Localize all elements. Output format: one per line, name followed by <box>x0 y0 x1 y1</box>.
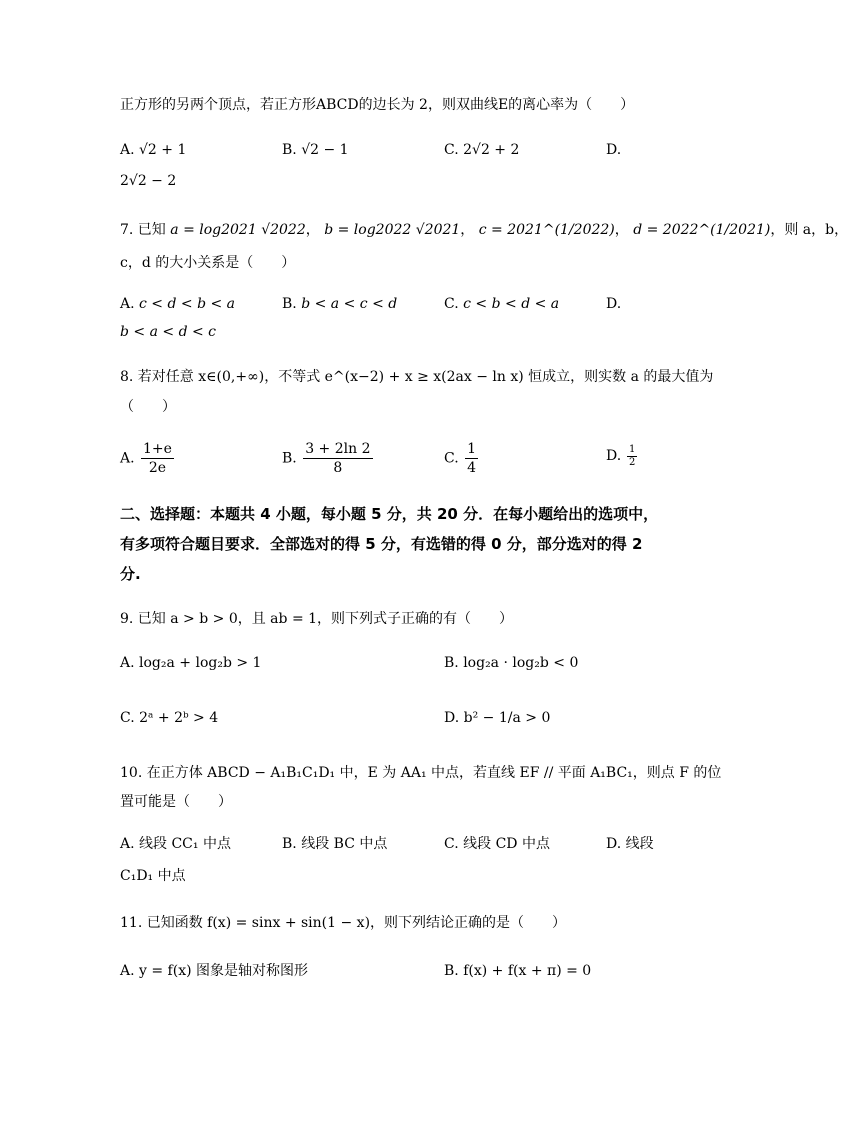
section2-header-line1: 二、选择题：本题共 4 小题，每小题 5 分，共 20 分．在每小题给出的选项中， <box>120 505 659 523</box>
q7-option-d-label: D. <box>606 296 622 312</box>
q11-stem: 11. 已知函数 f(x) = sinx + sin(1 − x)，则下列结论正确的是（ ） <box>120 915 567 931</box>
q6-option-b: B. √2 − 1 <box>282 142 349 158</box>
q10-stem-line2: 置可能是（ ） <box>120 794 232 810</box>
q8-option-c: C. $\frac{1}{4}$ <box>444 441 477 476</box>
q9-stem: 9. 已知 a > b > 0，且 ab = 1，则下列式子正确的有（ ） <box>120 611 514 627</box>
q6-stem-tail: 正方形的另两个顶点，若正方形ABCD的边长为 2，则双曲线E的离心率为（ ） <box>120 97 635 113</box>
q7-option-a: A. c < d < b < a <box>120 296 236 312</box>
q8-option-a: A. $\frac{1+e}{2e}$ <box>120 441 172 476</box>
q9-option-a: A. log₂a + log₂b > 1 <box>120 655 262 671</box>
q6-option-c: C. 2√2 + 2 <box>444 142 520 158</box>
q7-stem-line1: 7. 已知 a = log2021 √2022， b = log2022 √2021， c = 2021^(1/2022)， d = 2022^(1/2021)，则 a，b， <box>120 222 848 238</box>
q10-option-b: B. 线段 BC 中点 <box>282 836 388 852</box>
q10-option-d: D. 线段 <box>606 836 654 852</box>
q11-option-b: B. f(x) + f(x + π) = 0 <box>444 963 592 979</box>
q8-option-d: D. $\frac{1}{2}$ <box>606 444 636 468</box>
q7-option-c: C. c < b < d < a <box>444 296 560 312</box>
section2-header-line3: 分. <box>120 565 141 583</box>
section2-header-line2: 有多项符合题目要求．全部选对的得 5 分，有选错的得 0 分，部分选对的得 2 <box>120 535 643 553</box>
q6-option-d-expr: 2√2 − 2 <box>120 173 177 189</box>
q8-stem-line1: 8. 若对任意 x∈(0,+∞)，不等式 e^(x−2) + x ≥ x(2ax − ln x) 恒成立，则实数 a 的最大值为 <box>120 369 714 385</box>
q10-stem-line1: 10. 在正方体 ABCD − A₁B₁C₁D₁ 中，E 为 AA₁ 中点，若直线 EF // 平面 A₁BC₁，则点 F 的位 <box>120 765 722 781</box>
q7-option-b: B. b < a < c < d <box>282 296 398 312</box>
q8-option-b: B. $\frac{3 + 2\ln 2}{8}$ <box>282 441 371 476</box>
q9-option-c: C. 2ᵃ + 2ᵇ > 4 <box>120 710 219 726</box>
q9-option-b: B. log₂a · log₂b < 0 <box>444 655 579 671</box>
q8-stem-line2: （ ） <box>120 399 176 415</box>
q7-stem-line2: c，d 的大小关系是（ ） <box>120 255 296 271</box>
q6-option-a: A. √2 + 1 <box>120 142 187 158</box>
q11-option-a: A. y = f(x) 图象是轴对称图形 <box>120 963 309 979</box>
q10-option-d-cont: C₁D₁ 中点 <box>120 868 186 884</box>
q6-option-d-label: D. <box>606 142 622 158</box>
q10-option-a: A. 线段 CC₁ 中点 <box>120 836 231 852</box>
q10-option-c: C. 线段 CD 中点 <box>444 836 550 852</box>
q7-option-d-expr: b < a < d < c <box>120 324 217 340</box>
q9-option-d: D. b² − 1/a > 0 <box>444 710 551 726</box>
